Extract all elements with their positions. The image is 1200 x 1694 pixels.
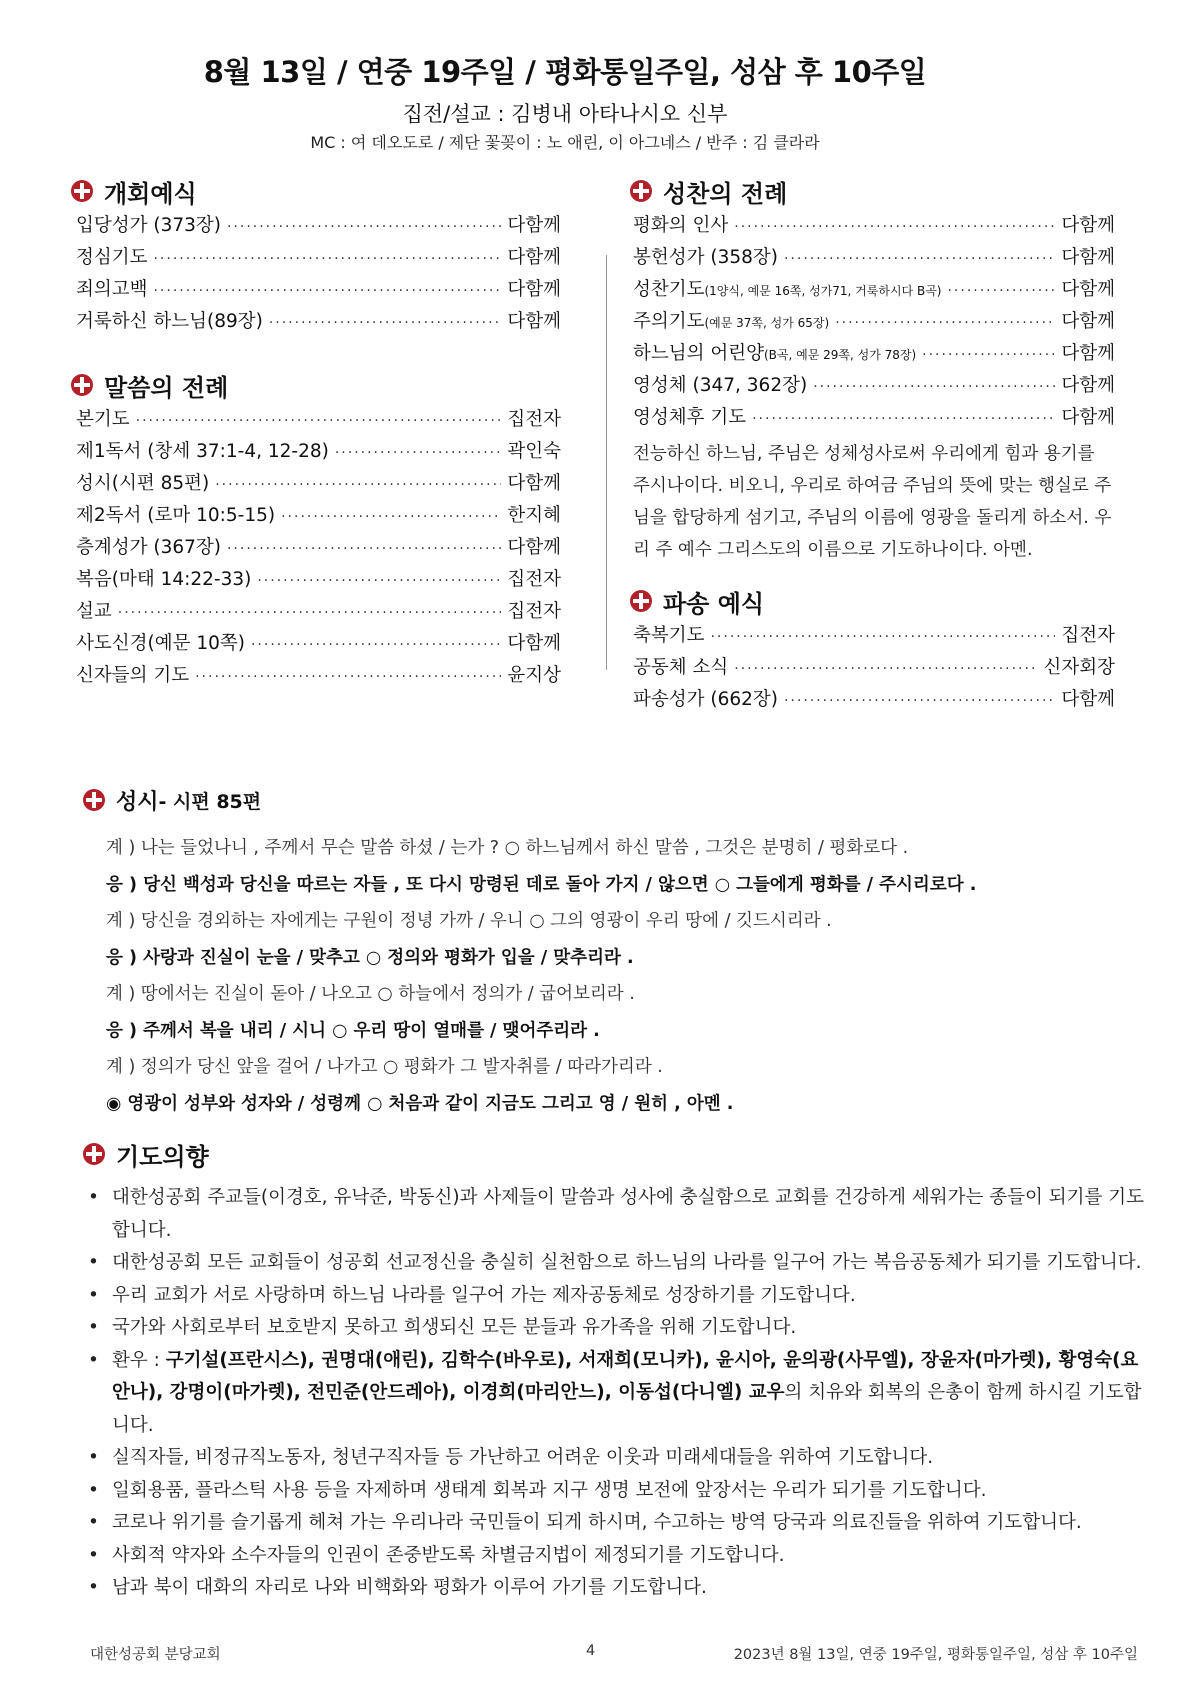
- order-item-label: 복음(마태 14:22-33): [76, 569, 252, 590]
- order-item: [76, 564, 561, 596]
- dot-leader: [335, 437, 502, 469]
- order-item: [76, 660, 561, 692]
- intention-text: 의 치유와 회복의 은총이 함께 하시길 기도합니다.: [112, 1382, 1142, 1436]
- order-item-leader: 다함께: [507, 473, 561, 494]
- dismissal-heading: 파송 예식: [629, 582, 1115, 620]
- dismissal-section: [633, 582, 1115, 716]
- intention-text: 남과 북이 대화의 자리로 나와 비핵화와 평화가 이루어 가기를 기도합니다.: [112, 1577, 707, 1598]
- red-cross-icon: [70, 373, 94, 397]
- intention-text: 사회적 약자와 소수자들의 인권이 존중받도록 차별금지법이 제정되기를 기도합니다.: [112, 1544, 785, 1566]
- intention-item: [82, 1312, 1152, 1345]
- order-item-label: 하느님의 어린양: [633, 343, 764, 364]
- bullet-icon: •: [88, 1284, 99, 1306]
- order-item-label: 성시(시편 85편): [76, 473, 210, 494]
- order-item: [76, 242, 561, 274]
- dot-leader: [215, 469, 501, 501]
- intention-item: [82, 1540, 1152, 1573]
- order-item-leader: 다함께: [1061, 279, 1115, 300]
- column-divider: [606, 255, 607, 670]
- intention-item: [82, 1572, 1152, 1605]
- order-item: [76, 274, 561, 306]
- page-title: 8월 13일 / 연중 19주일 / 평화통일주일, 성삼 후 10주일: [203, 55, 927, 89]
- psalm-verse: ◉ 영광이 성부와 성자와 / 성령께 ○ 처음과 같이 지금도 그리고 영 / 원히 , 아멘 .: [106, 1093, 734, 1114]
- red-cross-icon: [82, 1142, 106, 1166]
- intention-item: [82, 1475, 1152, 1508]
- footer-church: 대한성공회 분당교회: [90, 1647, 221, 1663]
- bullet-icon: •: [88, 1577, 99, 1598]
- order-item-label: 성찬기도: [633, 279, 705, 300]
- intention-text: 대한성공회 모든 교회들이 성공회 선교정신을 충실히 실천함으로 하느님의 나라를 일구어 가는 복음공동체가 되기를 기도합니다.: [112, 1252, 1142, 1273]
- intention-text: 우리 교회가 서로 사랑하며 하느님 나라를 일구어 가는 제자공동체로 성장하기를 기도합니다.: [112, 1284, 856, 1306]
- order-item-leader: 윤지상: [507, 665, 561, 686]
- word-section: [76, 366, 561, 692]
- intention-text: 코로나 위기를 슬기롭게 헤쳐 가는 우리나라 국민들이 되게 하시며, 수고하는 방역 당국과 의료진들을 위하여 기도합니다.: [112, 1512, 1082, 1533]
- dot-leader: [835, 307, 1055, 339]
- dot-leader: [752, 403, 1055, 435]
- opening-list: [76, 210, 561, 338]
- psalm-verse: 응 ) 주께서 복을 내리 / 시니 ○ 우리 땅이 열매를 / 맺어주리라 .: [106, 1020, 600, 1041]
- order-item: [633, 210, 1115, 242]
- word-list: [76, 404, 561, 692]
- mc-line: MC : 여 데오도로 / 제단 꽃꽂이 : 노 애린, 이 아그네스 / 반주 : 김 클라라: [310, 133, 820, 152]
- order-item: [633, 620, 1115, 652]
- intention-item: [82, 1182, 1152, 1247]
- order-item: [76, 500, 561, 532]
- intention-text: 환우 :: [112, 1349, 166, 1371]
- order-item-leader: 다함께: [1061, 215, 1115, 236]
- order-item-note: (예문 37쪽, 성가 65장): [704, 316, 830, 330]
- post-communion-prayer: 전능하신 하느님, 주님은 성체성사로써 우리에게 힘과 용기를 주시나이다. 비오니, 우리로 하여금 주님의 뜻에 맞는 행실로 주님을 합당하게 섬기고, 주님의 이름에 영광을 돌리게 하소서. 우리 주 예수 그리스도의 이름으로 기도하나이다. 아멘.: [633, 444, 1112, 560]
- order-item-label: 거룩하신 하느님(89장): [76, 311, 263, 332]
- intention-item: [82, 1280, 1152, 1313]
- dot-leader: [195, 661, 501, 693]
- intention-text: 실직자들, 비정규직노동자, 청년구직자들 등 가난하고 어려운 이웃과 미래세대들을 위하여 기도합니다.: [112, 1447, 934, 1468]
- order-item: [76, 404, 561, 436]
- psalm-verse: 계 ) 당신을 경외하는 자에게는 구원이 정녕 가까 / 우니 ○ 그의 영광이 우리 땅에 / 깃드시리라 .: [106, 911, 832, 931]
- order-item: [633, 242, 1115, 274]
- eucharist-heading: 성찬의 전례: [629, 172, 1115, 210]
- dot-leader: [118, 597, 502, 629]
- order-item-leader: 다함께: [507, 247, 561, 268]
- order-item-leader: 집전자: [507, 601, 561, 622]
- word-heading: 말씀의 전례: [70, 366, 561, 404]
- order-item: [633, 338, 1115, 370]
- order-item-label: 제1독서 (창세 37:1-4, 12-28): [76, 441, 329, 462]
- bullet-icon: •: [88, 1252, 99, 1273]
- order-item: [76, 628, 561, 660]
- footer-date: 2023년 8월 13일, 연중 19주일, 평화통일주일, 성삼 후 10주일: [733, 1647, 1138, 1663]
- order-item-label: 층계성가 (367장): [76, 537, 221, 558]
- intentions-list: [82, 1182, 1152, 1605]
- psalm-verse: 계 ) 땅에서는 진실이 돋아 / 나오고 ○ 하늘에서 정의가 / 굽어보리라 .: [106, 984, 635, 1004]
- order-item-leader: 다함께: [1061, 375, 1115, 396]
- eucharist-section: [633, 172, 1115, 566]
- order-item-label: 평화의 인사: [633, 215, 729, 236]
- order-item: [633, 652, 1115, 684]
- order-item-label: 신자들의 기도: [76, 665, 190, 686]
- order-item-label: 입당성가 (373장): [76, 215, 221, 236]
- order-item-leader: 다함께: [1061, 247, 1115, 268]
- order-item-leader: 집전자: [507, 409, 561, 430]
- order-item-label: 주의기도: [633, 311, 705, 332]
- red-cross-icon: [70, 179, 94, 203]
- psalm-verse: 계 ) 나는 들었나니 , 주께서 무슨 말씀 하셨 / 는가 ? ○ 하느님께서 하신 말씀 , 그것은 분명히 / 평화로다 .: [106, 838, 909, 858]
- dot-leader: [251, 629, 501, 661]
- order-item: [76, 468, 561, 500]
- order-item-label: 제2독서 (로마 10:5-15): [76, 505, 276, 526]
- psalm-heading: 성시 - 시편 85편: [82, 782, 1142, 818]
- dot-leader: [813, 371, 1055, 403]
- order-item-leader: 다함께: [507, 279, 561, 300]
- order-item-label: 영성체후 기도: [633, 407, 747, 428]
- order-item-leader: 다함께: [1061, 311, 1115, 332]
- dot-leader: [227, 533, 501, 565]
- order-item-label: 사도신경(예문 10쪽): [76, 633, 245, 654]
- dot-leader: [784, 685, 1055, 717]
- psalm-lines: [82, 830, 1142, 1122]
- intention-item: [82, 1442, 1152, 1475]
- celebrant-line: 집전/설교 : 김병내 아타나시오 신부: [402, 102, 728, 126]
- order-item-note: (1양식, 예문 16쪽, 성가71, 거룩하시다 B곡): [704, 284, 942, 298]
- psalm-section: [82, 782, 1142, 1122]
- order-item: [76, 532, 561, 564]
- dot-leader: [947, 275, 1055, 307]
- order-item: [633, 684, 1115, 716]
- order-item-label: 설교: [76, 601, 112, 622]
- order-item-leader: 다함께: [1061, 407, 1115, 428]
- red-cross-icon: [629, 589, 653, 613]
- bullet-icon: •: [88, 1544, 99, 1566]
- order-item: [76, 210, 561, 242]
- order-item-leader: 신자회장: [1043, 657, 1115, 678]
- red-cross-icon: [629, 179, 653, 203]
- order-item-leader: 집전자: [1061, 625, 1115, 646]
- dot-leader: [710, 621, 1055, 653]
- psalm-verse: 응 ) 당신 백성과 당신을 따르는 자들 , 또 다시 망령된 데로 돌아 가지 / 않으면 ○ 그들에게 평화를 / 주시리로다 .: [106, 874, 977, 895]
- opening-section: [76, 172, 561, 338]
- intention-text: 국가와 사회로부터 보호받지 못하고 희생되신 모든 분들과 유가족을 위해 기도합니다.: [112, 1317, 797, 1338]
- intentions-heading: 기도의향: [82, 1134, 1152, 1174]
- dot-leader: [784, 243, 1055, 275]
- order-item-leader: 다함께: [507, 311, 561, 332]
- bullet-icon: •: [88, 1317, 99, 1338]
- order-item-leader: 한지혜: [507, 505, 561, 526]
- intention-text: 일회용품, 플라스틱 사용 등을 자제하며 생태계 회복과 지구 생명 보전에 앞장서는 우리가 되기를 기도합니다.: [112, 1479, 987, 1501]
- order-item-label: 본기도: [76, 409, 130, 430]
- dot-leader: [269, 307, 502, 339]
- dot-leader: [281, 501, 501, 533]
- dot-leader: [136, 405, 502, 437]
- order-item: [76, 596, 561, 628]
- order-item-label: 죄의고백: [76, 279, 148, 300]
- bullet-icon: •: [88, 1187, 99, 1208]
- order-item-leader: 다함께: [507, 537, 561, 558]
- dot-leader: [734, 653, 1037, 685]
- order-item: [633, 370, 1115, 402]
- order-item-leader: 다함께: [507, 633, 561, 654]
- intention-item: [82, 1345, 1152, 1443]
- order-item-label: 영성체 (347, 362장): [633, 375, 808, 396]
- bullet-icon: •: [88, 1447, 99, 1468]
- red-cross-icon: [82, 788, 106, 812]
- intention-text: 대한성공회 주교들(이경호, 유낙준, 박동신)과 사제들이 말씀과 성사에 충실함으로 교회를 건강하게 세워가는 종들이 되기를 기도합니다.: [112, 1187, 1144, 1241]
- order-item: [76, 436, 561, 468]
- order-item: [633, 306, 1115, 338]
- order-item-leader: 다함께: [1061, 343, 1115, 364]
- order-item-label: 파송성가 (662장): [633, 689, 778, 710]
- order-item-label: 정심기도: [76, 247, 148, 268]
- order-item-label: 봉헌성가 (358장): [633, 247, 778, 268]
- psalm-verse: 계 ) 정의가 당신 앞을 걸어 / 나가고 ○ 평화가 그 발자취를 / 따라가리라 .: [106, 1057, 663, 1077]
- opening-heading: 개회예식: [70, 172, 561, 210]
- dot-leader: [734, 211, 1055, 243]
- order-item: [76, 306, 561, 338]
- order-item-leader: 곽인숙: [507, 441, 561, 462]
- intention-item: [82, 1507, 1152, 1540]
- order-item-note: (B곡, 예문 29쪽, 성가 78장): [763, 348, 917, 362]
- order-item-label: 공동체 소식: [633, 657, 729, 678]
- bullet-icon: •: [88, 1512, 99, 1533]
- order-item: [633, 274, 1115, 306]
- order-item-label: 축복기도: [633, 625, 705, 646]
- eucharist-list: [633, 210, 1115, 434]
- psalm-verse: 응 ) 사랑과 진실이 눈을 / 맞추고 ○ 정의와 평화가 입을 / 맞추리라 .: [106, 947, 634, 968]
- dot-leader: [153, 243, 501, 275]
- intention-text: 구기설(프란시스), 권명대(애린), 김학수(바우로), 서재희(모니카), 윤시아, 윤의광(사무엘), 장윤자(마가렛), 황영숙(요안나), 강명이(마가렛), 전민준(안드레아), 이경희(마리안느), 이동섭(다니엘) 교우: [112, 1349, 1139, 1403]
- dot-leader: [153, 275, 501, 307]
- bullet-icon: •: [88, 1349, 99, 1371]
- order-item: [633, 402, 1115, 434]
- intentions-section: [82, 1134, 1152, 1605]
- order-item-leader: 다함께: [507, 215, 561, 236]
- bullet-icon: •: [88, 1479, 99, 1501]
- order-item-leader: 다함께: [1061, 689, 1115, 710]
- dot-leader: [257, 565, 501, 597]
- dismissal-list: [633, 620, 1115, 716]
- intention-item: [82, 1247, 1152, 1280]
- dot-leader: [922, 339, 1055, 371]
- order-item-leader: 집전자: [507, 569, 561, 590]
- dot-leader: [227, 211, 501, 243]
- footer-page-number: 4: [586, 1643, 596, 1659]
